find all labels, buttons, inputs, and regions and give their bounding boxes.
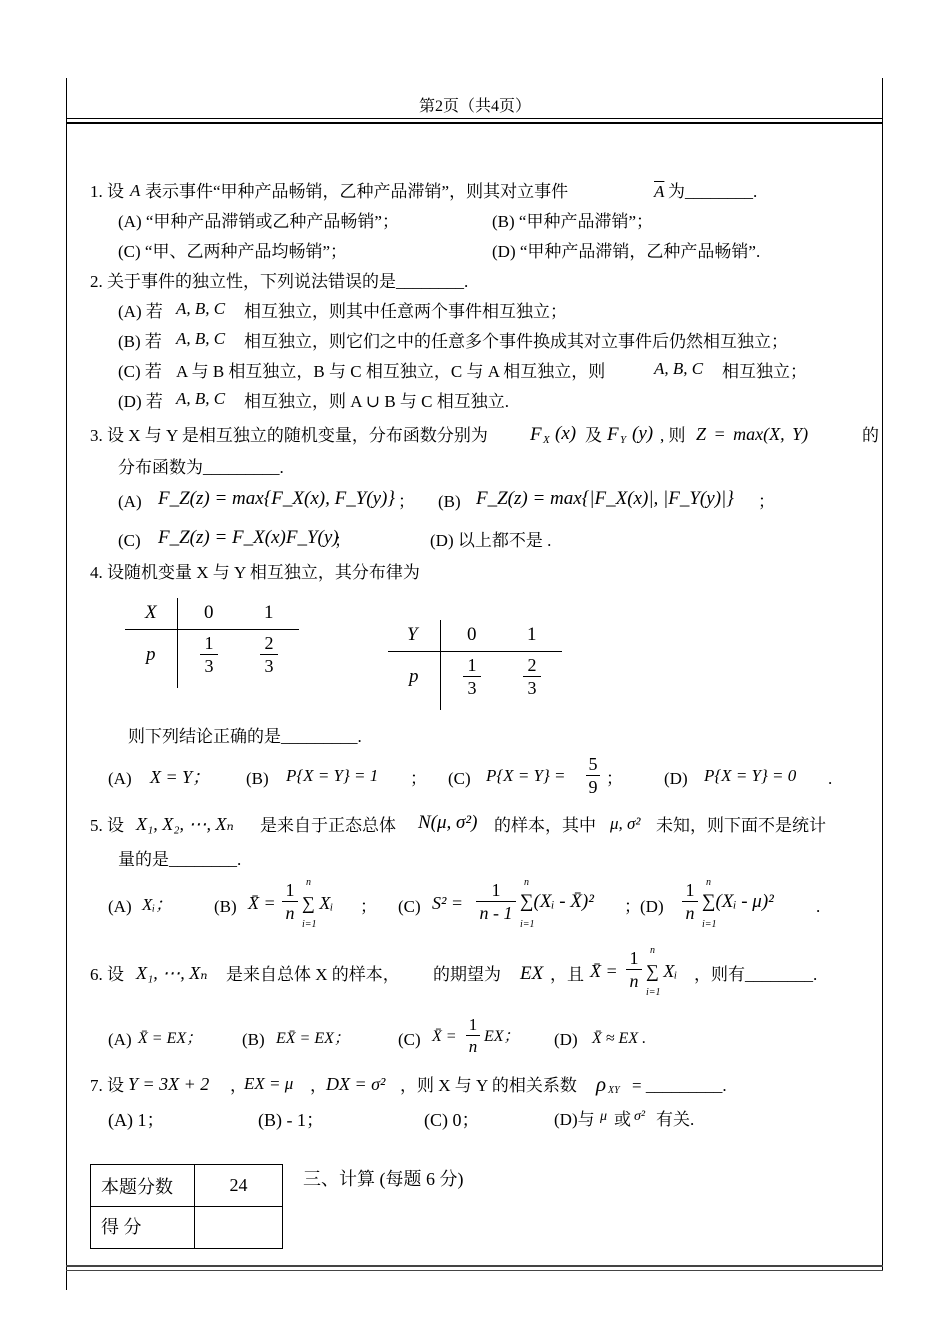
table-x-p: p <box>146 644 156 665</box>
q1-var-a: A <box>130 181 141 200</box>
q7-sep-2: ， <box>310 1076 327 1095</box>
q3-option-c-label: (C) <box>118 531 141 550</box>
q2-option-b-post: 相互独立，则它们之中的任意多个事件换成其对立事件后仍然相互独立； <box>244 332 788 351</box>
table-x-var: X <box>145 602 157 623</box>
q7-option-a: (A) 1； <box>108 1110 165 1130</box>
q3-and: 及 <box>585 426 602 445</box>
q4-option-d-expr: P{X = Y} = 0 <box>704 766 797 785</box>
q6-option-c-expr: X̄ = <box>432 1028 457 1045</box>
q5-option-d-sum: ∑(Xᵢ - μ)² <box>702 891 774 912</box>
q2-option-a-pre: (A) 若 <box>118 302 163 321</box>
q3-option-b-expr: F_Z(z) = max{|F_X(x)|, |F_Y(y)|} <box>476 488 734 509</box>
q1-option-c: (C) “甲、乙两种产品均畅销”； <box>118 242 348 261</box>
q4-option-b: (B) <box>246 769 269 788</box>
q2-option-c-post: 相互独立； <box>722 362 807 381</box>
q6-option-a-expr: X̄ = EX； <box>138 1030 203 1047</box>
q5-option-c-sum-bottom: i=1 <box>520 919 535 930</box>
q1-stem-b: 表示事件“甲种产品畅销，乙种产品滞销”，则其对立事件 <box>145 182 569 201</box>
q4-option-b-expr: P{X = Y} = 1 <box>286 766 379 785</box>
q5-option-c-sum: ∑(Xᵢ - X̄)² <box>520 891 594 912</box>
q5-option-b: (B) <box>214 897 237 916</box>
q6-xbar-def: X̄ = <box>590 961 618 981</box>
q4-option-d: (D) <box>664 769 688 788</box>
right-margin-line <box>882 78 883 1270</box>
q1-stem-a: 1. 设 <box>90 182 124 201</box>
table-x-prob1: 2 3 <box>260 634 278 675</box>
q3-option-b-end: ； <box>758 492 775 511</box>
q6-fraction: 1 n <box>626 949 642 990</box>
q6-stem-a: 6. 设 <box>90 965 124 984</box>
q5-option-c-fraction: 1 n - 1 <box>476 881 516 922</box>
q7-sep-1: ， <box>230 1076 247 1095</box>
q4-option-c-expr: P{X = Y} = <box>486 766 566 785</box>
q5-normal: N(μ, σ²) <box>418 812 478 833</box>
q5-params: μ, σ² <box>610 814 641 833</box>
q7-rho-sub: XY <box>608 1085 620 1096</box>
q7-stem-a: 7. 设 <box>90 1076 124 1095</box>
q3-stem-a: 3. 设 X 与 Y 是相互独立的随机变量，分布函数分别为 <box>90 426 488 445</box>
q7-stem-c: = _________. <box>632 1076 727 1095</box>
q3-option-a-label: (A) <box>118 492 142 511</box>
q7-yexpr: Y = 3X + 2 <box>128 1074 210 1094</box>
q6-samples: X₁, ⋯, Xₙ <box>136 963 208 983</box>
q5-option-c-expr: S² = <box>432 893 464 913</box>
table-y-p: p <box>409 666 419 687</box>
q3-fx-arg: (x) <box>555 423 577 444</box>
q5-stem-c: 的样本，其中 <box>494 816 596 835</box>
table-y-vline <box>440 620 441 710</box>
q6-option-b-expr: EX̄ = EX； <box>276 1030 350 1047</box>
q5-option-d-fraction: 1 n <box>682 881 698 922</box>
q7-ex: EX = μ <box>244 1074 294 1093</box>
q6-stem-e: ，则有________. <box>694 965 818 984</box>
q5-option-c-sum-top: n <box>524 877 529 888</box>
q5-option-c: (C) <box>398 897 421 916</box>
q5-option-a: (A) <box>108 897 132 916</box>
q4-stem: 4. 设随机变量 X 与 Y 相互独立，其分布律为 <box>90 563 420 582</box>
q7-option-b: (B) - 1； <box>258 1110 324 1130</box>
q6-option-c-tail: EX； <box>484 1028 520 1045</box>
q7-stem-b: ，则 X 与 Y 的相关系数 <box>400 1076 577 1095</box>
left-margin-line <box>66 78 67 1290</box>
q2-option-a-post: 相互独立，则其中任意两个事件相互独立； <box>244 302 567 321</box>
q4-option-c-end: ； <box>606 769 623 788</box>
q6-option-c: (C) <box>398 1030 421 1049</box>
q5-option-d-sum-bottom: i=1 <box>702 919 717 930</box>
q4-conclusion: 则下列结论正确的是_________. <box>128 727 362 746</box>
q2-abc: A, B, C <box>176 329 226 348</box>
q5-option-b-expr: X̄ = <box>248 893 276 913</box>
q1-option-a: (A) “甲种产品滞销或乙种产品畅销”； <box>118 212 399 231</box>
q7-option-d-sigma: σ² <box>634 1109 646 1124</box>
q7-dx: DX = σ² <box>326 1074 386 1094</box>
q5-option-d-sum-top: n <box>706 877 711 888</box>
q3-fy-arg: (y) <box>632 423 654 444</box>
q6-option-b: (B) <box>242 1030 265 1049</box>
q1-option-b: (B) “甲种产品滞销”； <box>492 212 654 231</box>
q6-ex: EX <box>520 963 544 984</box>
q3-option-c-end: ； <box>334 531 351 550</box>
q3-option-c-expr: F_Z(z) = F_X(x)F_Y(y) <box>158 527 339 548</box>
q4-option-b-end: ； <box>410 769 427 788</box>
q3-option-a-expr: F_Z(z) = max{F_X(x), F_Y(y)} <box>158 488 395 509</box>
section-title: 三、计算 (每题 6 分) <box>303 1169 464 1189</box>
q3-stem-line2: 分布函数为_________. <box>118 458 284 477</box>
q2-option-d-pre: (D) 若 <box>118 392 163 411</box>
q4-option-c-fraction: 5 9 <box>586 755 600 796</box>
q5-option-d-end: . <box>816 897 821 916</box>
q5-option-a-expr: Xᵢ； <box>142 895 173 914</box>
q6-option-d: (D) <box>554 1030 578 1049</box>
q1-stem-c: 为________. <box>668 182 758 201</box>
q2-option-d-post: 相互独立，则 A ∪ B 与 C 相互独立. <box>244 392 510 411</box>
q2-option-c-text: A 与 B 相互独立，B 与 C 相互独立，C 与 A 相互独立，则 <box>176 362 606 381</box>
q7-option-c: (C) 0； <box>424 1110 480 1130</box>
q5-option-c-end: ； <box>624 897 641 916</box>
q1-option-d: (D) “甲种产品滞销，乙种产品畅销”. <box>492 242 761 261</box>
q3-fx: F <box>530 424 542 445</box>
q3-option-a-end: ； <box>398 492 415 511</box>
q2-option-b-pre: (B) 若 <box>118 332 162 351</box>
q7-option-d-b: 或 <box>614 1110 631 1129</box>
q4-option-a-expr: X = Y； <box>150 767 211 787</box>
q6-stem-b: 是来自总体 X 的样本， <box>226 965 400 984</box>
q6-sum-top: n <box>650 945 655 956</box>
q6-sum: ∑ Xᵢ <box>646 961 678 981</box>
table-y-var: Y <box>407 624 418 645</box>
q2-stem: 2. 关于事件的独立性，下列说法错误的是________. <box>90 272 469 291</box>
q3-stem-c: 的 <box>862 426 879 445</box>
earned-score-field[interactable] <box>195 1207 283 1249</box>
q2-option-c-pre: (C) 若 <box>118 362 162 381</box>
q1-var-abar: $\overline{A}$ <box>654 182 665 201</box>
q3-zmax: Z = max(X, Y) <box>696 424 809 444</box>
table-y-val1: 1 <box>527 624 537 645</box>
q5-stem-a: 5. 设 <box>90 816 124 835</box>
table-y-prob0: 1 3 <box>463 656 481 697</box>
footer-rule-thick <box>66 1265 883 1267</box>
q6-stem-c: 的期望为 <box>433 965 501 984</box>
table-y-hline <box>388 651 562 652</box>
q2-abc: A, B, C <box>176 299 226 318</box>
q4-option-a: (A) <box>108 769 132 788</box>
score-value: 24 <box>195 1165 283 1207</box>
q7-option-d-mu: μ <box>600 1109 608 1124</box>
header-rule-thick <box>66 122 883 124</box>
q3-fy-sub: Y <box>620 434 627 446</box>
q2-abc: A, B, C <box>176 389 226 408</box>
q4-option-d-end: . <box>828 769 833 788</box>
q5-stem-line2: 量的是________. <box>118 850 242 869</box>
q4-option-c: (C) <box>448 769 471 788</box>
q3-fx-sub: X <box>543 434 550 446</box>
q7-option-d-c: 有关. <box>656 1110 695 1129</box>
page-header: 第2页（共4页） <box>418 98 531 115</box>
table-x-hline <box>125 629 299 630</box>
q5-option-d: (D) <box>640 897 664 916</box>
q5-stem-b: 是来自于正态总体 <box>260 816 396 835</box>
q5-stem-d: 未知，则下面不是统计 <box>656 816 826 835</box>
q5-option-b-sum-bottom: i=1 <box>302 919 317 930</box>
score-label: 本题分数 <box>91 1165 195 1207</box>
footer-rule <box>66 1270 883 1271</box>
q6-option-d-expr: X̄ ≈ EX . <box>592 1030 647 1047</box>
q2-abc: A, B, C <box>654 359 704 378</box>
q5-option-b-fraction: 1 n <box>282 881 298 922</box>
q6-option-c-fraction: 1 n <box>466 1016 480 1055</box>
score-table <box>90 1164 283 1249</box>
header-rule <box>66 118 883 119</box>
q3-stem-b: , 则 <box>660 426 686 445</box>
table-y-prob1: 2 3 <box>523 656 541 697</box>
table-y-val0: 0 <box>467 624 477 645</box>
q5-option-b-end: ； <box>360 897 377 916</box>
q3-option-b-label: (B) <box>438 492 461 511</box>
q3-option-d: (D) 以上都不是 . <box>430 531 552 550</box>
q3-fy: F <box>607 424 619 445</box>
q6-sum-bottom: i=1 <box>646 987 661 998</box>
q5-option-b-sum: ∑ Xᵢ <box>302 893 334 913</box>
q7-option-d-a: (D)与 <box>554 1110 595 1129</box>
table-x-vline <box>177 598 178 688</box>
table-x-val1: 1 <box>264 602 274 623</box>
q5-option-b-sum-top: n <box>306 877 311 888</box>
q5-samples: X₁, X₂, ⋯, Xₙ <box>136 814 234 834</box>
table-x-val0: 0 <box>204 602 214 623</box>
q6-stem-d: ，且 <box>550 965 584 984</box>
earned-score-label: 得 分 <box>91 1207 195 1249</box>
q7-rho: ρ <box>596 1072 607 1096</box>
q6-option-a: (A) <box>108 1030 132 1049</box>
table-x-prob0: 1 3 <box>200 634 218 675</box>
